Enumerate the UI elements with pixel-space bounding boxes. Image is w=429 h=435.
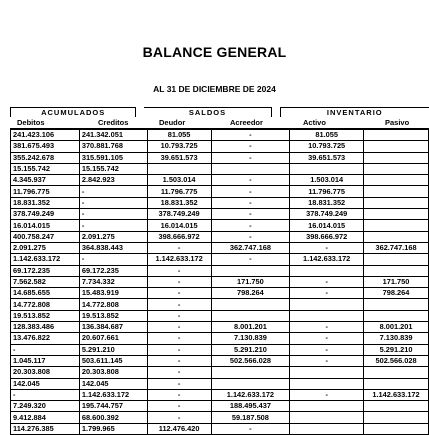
cell-creditos: - [79, 254, 147, 265]
cell-deudor: - [147, 333, 211, 344]
cell-activo [290, 412, 364, 423]
balance-table-body [11, 130, 429, 435]
cell-acreedor: 188.495.437 [211, 401, 290, 412]
group-header-row [10, 107, 429, 117]
cell-deudor: 378.749.249 [147, 209, 211, 220]
cell-activo: - [290, 276, 364, 287]
table-row [11, 333, 429, 344]
cell-pasivo [364, 186, 429, 197]
cell-pasivo: 362.747.168 [364, 242, 429, 253]
cell-pasivo [364, 299, 429, 310]
cell-creditos: 20.607.661 [79, 333, 147, 344]
cell-pasivo [364, 310, 429, 321]
cell-activo: 18.831.352 [290, 197, 364, 208]
table-row [11, 141, 429, 152]
cell-creditos: 2.842.923 [79, 175, 147, 186]
cell-deudor: - [147, 378, 211, 389]
cell-creditos: 7.734.332 [79, 276, 147, 287]
cell-debitos: 69.172.235 [11, 265, 80, 276]
cell-activo: 398.666.972 [290, 231, 364, 242]
cell-acreedor: 5.291.210 [211, 344, 290, 355]
cell-activo [290, 163, 364, 174]
col-deudor: Deudor [159, 118, 186, 127]
cell-debitos: 114.276.385 [11, 423, 80, 434]
cell-acreedor: 59.187.508 [211, 412, 290, 423]
cell-pasivo [364, 130, 429, 141]
cell-deudor: 11.796.775 [147, 186, 211, 197]
cell-pasivo [364, 152, 429, 163]
cell-debitos: 14.685.655 [11, 288, 80, 299]
column-header-row [10, 117, 429, 129]
cell-acreedor [211, 265, 290, 276]
cell-pasivo [364, 163, 429, 174]
cell-activo: 1.142.633.172 [290, 254, 364, 265]
cell-debitos: 15.155.742 [11, 163, 80, 174]
cell-creditos: 195.744.757 [79, 401, 147, 412]
table-row [11, 322, 429, 333]
cell-deudor: 10.793.725 [147, 141, 211, 152]
cell-debitos: 241.423.106 [11, 130, 80, 141]
cell-debitos: 1.142.633.172 [11, 254, 80, 265]
cell-acreedor [211, 299, 290, 310]
cell-deudor: 39.651.573 [147, 152, 211, 163]
cell-pasivo [364, 254, 429, 265]
cell-activo: 10.793.725 [290, 141, 364, 152]
cell-creditos: 15.483.919 [79, 288, 147, 299]
cell-activo: - [290, 242, 364, 253]
table-row [11, 130, 429, 141]
cell-debitos: 128.383.486 [11, 322, 80, 333]
cell-deudor: - [147, 389, 211, 400]
cell-acreedor: - [211, 175, 290, 186]
cell-debitos: 7.562.582 [11, 276, 80, 287]
table-row [11, 254, 429, 265]
cell-creditos: 14.772.808 [79, 299, 147, 310]
cell-acreedor: 1.142.633.172 [211, 389, 290, 400]
table-row [11, 310, 429, 321]
cell-activo: 39.651.573 [290, 152, 364, 163]
cell-pasivo [364, 220, 429, 231]
cell-debitos: 7.249.320 [11, 401, 80, 412]
cell-creditos: 2.091.275 [79, 231, 147, 242]
cell-creditos: 15.155.742 [79, 163, 147, 174]
cell-debitos: - [11, 344, 80, 355]
cell-creditos: 19.513.852 [79, 310, 147, 321]
cell-activo: 378.749.249 [290, 209, 364, 220]
cell-pasivo: 171.750 [364, 276, 429, 287]
table-row [11, 412, 429, 423]
group-acumulados: ACUMULADOS [10, 107, 136, 117]
cell-debitos: 16.014.015 [11, 220, 80, 231]
cell-pasivo: 7.130.839 [364, 333, 429, 344]
cell-debitos: 19.513.852 [11, 310, 80, 321]
cell-pasivo [364, 141, 429, 152]
table-row [11, 288, 429, 299]
table-row [11, 186, 429, 197]
cell-debitos: 18.831.352 [11, 197, 80, 208]
cell-activo [290, 265, 364, 276]
col-pasivo: Pasivo [385, 118, 410, 127]
table-row [11, 389, 429, 400]
col-acreedor: Acreedor [230, 118, 263, 127]
table-row [11, 276, 429, 287]
col-creditos: Creditos [98, 118, 129, 127]
cell-activo [290, 367, 364, 378]
cell-deudor: 1.142.633.172 [147, 254, 211, 265]
cell-creditos: 68.600.392 [79, 412, 147, 423]
cell-pasivo [364, 378, 429, 389]
cell-deudor: 398.666.972 [147, 231, 211, 242]
cell-activo: 11.796.775 [290, 186, 364, 197]
cell-creditos: 5.291.210 [79, 344, 147, 355]
cell-pasivo: 8.001.201 [364, 322, 429, 333]
cell-acreedor: - [211, 254, 290, 265]
cell-creditos: 142.045 [79, 378, 147, 389]
cell-debitos: 1.045.117 [11, 355, 80, 366]
cell-acreedor [211, 163, 290, 174]
balance-table [10, 129, 429, 435]
cell-acreedor [211, 310, 290, 321]
cell-pasivo [364, 367, 429, 378]
table-row [11, 401, 429, 412]
cell-acreedor: - [211, 209, 290, 220]
cell-creditos: - [79, 186, 147, 197]
cell-creditos: 370.881.768 [79, 141, 147, 152]
cell-deudor: - [147, 412, 211, 423]
cell-acreedor: - [211, 186, 290, 197]
cell-deudor: - [147, 401, 211, 412]
cell-activo: - [290, 389, 364, 400]
cell-debitos: 142.045 [11, 378, 80, 389]
table-row [11, 367, 429, 378]
cell-debitos: 378.749.249 [11, 209, 80, 220]
cell-activo [290, 299, 364, 310]
table-row [11, 175, 429, 186]
table-row [11, 265, 429, 276]
cell-pasivo [364, 175, 429, 186]
cell-activo: - [290, 288, 364, 299]
cell-deudor: - [147, 355, 211, 366]
group-saldos: SALDOS [144, 107, 271, 117]
cell-acreedor: - [211, 220, 290, 231]
cell-acreedor: - [211, 141, 290, 152]
cell-acreedor [211, 378, 290, 389]
cell-deudor: 18.831.352 [147, 197, 211, 208]
table-row [11, 231, 429, 242]
cell-creditos: 136.384.687 [79, 322, 147, 333]
cell-acreedor: - [211, 152, 290, 163]
cell-acreedor: 798.264 [211, 288, 290, 299]
cell-activo: - [290, 344, 364, 355]
cell-debitos: 2.091.275 [11, 242, 80, 253]
cell-acreedor: 7.130.839 [211, 333, 290, 344]
cell-creditos: - [79, 220, 147, 231]
cell-debitos: 400.758.247 [11, 231, 80, 242]
cell-acreedor: 8.001.201 [211, 322, 290, 333]
table-row [11, 378, 429, 389]
cell-deudor: - [147, 310, 211, 321]
cell-activo [290, 310, 364, 321]
cell-pasivo [364, 197, 429, 208]
cell-activo: 1.503.014 [290, 175, 364, 186]
cell-acreedor: - [211, 197, 290, 208]
cell-activo [290, 378, 364, 389]
report-date: AL 31 DE DICIEMBRE DE 2024 [153, 84, 276, 94]
cell-acreedor: 362.747.168 [211, 242, 290, 253]
cell-creditos: 1.142.633.172 [79, 389, 147, 400]
cell-activo [290, 401, 364, 412]
cell-debitos: 13.476.822 [11, 333, 80, 344]
cell-creditos: 241.342.051 [79, 130, 147, 141]
cell-pasivo [364, 265, 429, 276]
cell-activo: 81.055 [290, 130, 364, 141]
cell-activo: - [290, 322, 364, 333]
cell-debitos: 20.303.808 [11, 367, 80, 378]
cell-acreedor: - [211, 423, 290, 434]
cell-deudor: - [147, 242, 211, 253]
cell-creditos: - [79, 209, 147, 220]
cell-deudor: - [147, 276, 211, 287]
cell-debitos: 9.412.884 [11, 412, 80, 423]
cell-pasivo [364, 231, 429, 242]
cell-debitos: 355.242.678 [11, 152, 80, 163]
cell-pasivo: 1.142.633.172 [364, 389, 429, 400]
report-title: BALANCE GENERAL [142, 44, 287, 60]
cell-pasivo: 798.264 [364, 288, 429, 299]
col-activo: Activo [303, 118, 326, 127]
cell-pasivo: 5.291.210 [364, 344, 429, 355]
cell-deudor: - [147, 288, 211, 299]
cell-debitos: 11.796.775 [11, 186, 80, 197]
table-row [11, 299, 429, 310]
cell-pasivo: 502.566.028 [364, 355, 429, 366]
cell-creditos: - [79, 197, 147, 208]
table-row [11, 344, 429, 355]
cell-acreedor: 502.566.028 [211, 355, 290, 366]
cell-deudor: 16.014.015 [147, 220, 211, 231]
table-row [11, 163, 429, 174]
cell-debitos: 381.675.493 [11, 141, 80, 152]
cell-deudor [147, 163, 211, 174]
cell-deudor: - [147, 265, 211, 276]
cell-activo: 16.014.015 [290, 220, 364, 231]
cell-creditos: 1.799.965 [79, 423, 147, 434]
cell-deudor: - [147, 299, 211, 310]
cell-creditos: 69.172.235 [79, 265, 147, 276]
cell-acreedor: - [211, 231, 290, 242]
cell-acreedor: 171.750 [211, 276, 290, 287]
cell-creditos: 364.838.443 [79, 242, 147, 253]
table-row [11, 152, 429, 163]
cell-creditos: 315.591.105 [79, 152, 147, 163]
cell-acreedor [211, 367, 290, 378]
cell-activo: - [290, 355, 364, 366]
table-row [11, 355, 429, 366]
cell-debitos: 4.345.937 [11, 175, 80, 186]
cell-pasivo [364, 412, 429, 423]
col-debitos: Debitos [17, 118, 45, 127]
table-row [11, 220, 429, 231]
table-row [11, 209, 429, 220]
cell-debitos: - [11, 389, 80, 400]
cell-activo: - [290, 333, 364, 344]
cell-pasivo [364, 401, 429, 412]
cell-debitos: 14.772.808 [11, 299, 80, 310]
cell-deudor: - [147, 367, 211, 378]
group-inventario: INVENTARIO [280, 107, 429, 117]
cell-creditos: 503.611.145 [79, 355, 147, 366]
cell-acreedor: - [211, 130, 290, 141]
cell-deudor: 112.476.420 [147, 423, 211, 434]
cell-deudor: - [147, 322, 211, 333]
cell-creditos: 20.303.808 [79, 367, 147, 378]
table-row [11, 242, 429, 253]
cell-deudor: - [147, 344, 211, 355]
cell-deudor: 1.503.014 [147, 175, 211, 186]
cell-pasivo [364, 209, 429, 220]
balance-sheet [10, 107, 429, 435]
cell-deudor: 81.055 [147, 130, 211, 141]
table-row [11, 197, 429, 208]
